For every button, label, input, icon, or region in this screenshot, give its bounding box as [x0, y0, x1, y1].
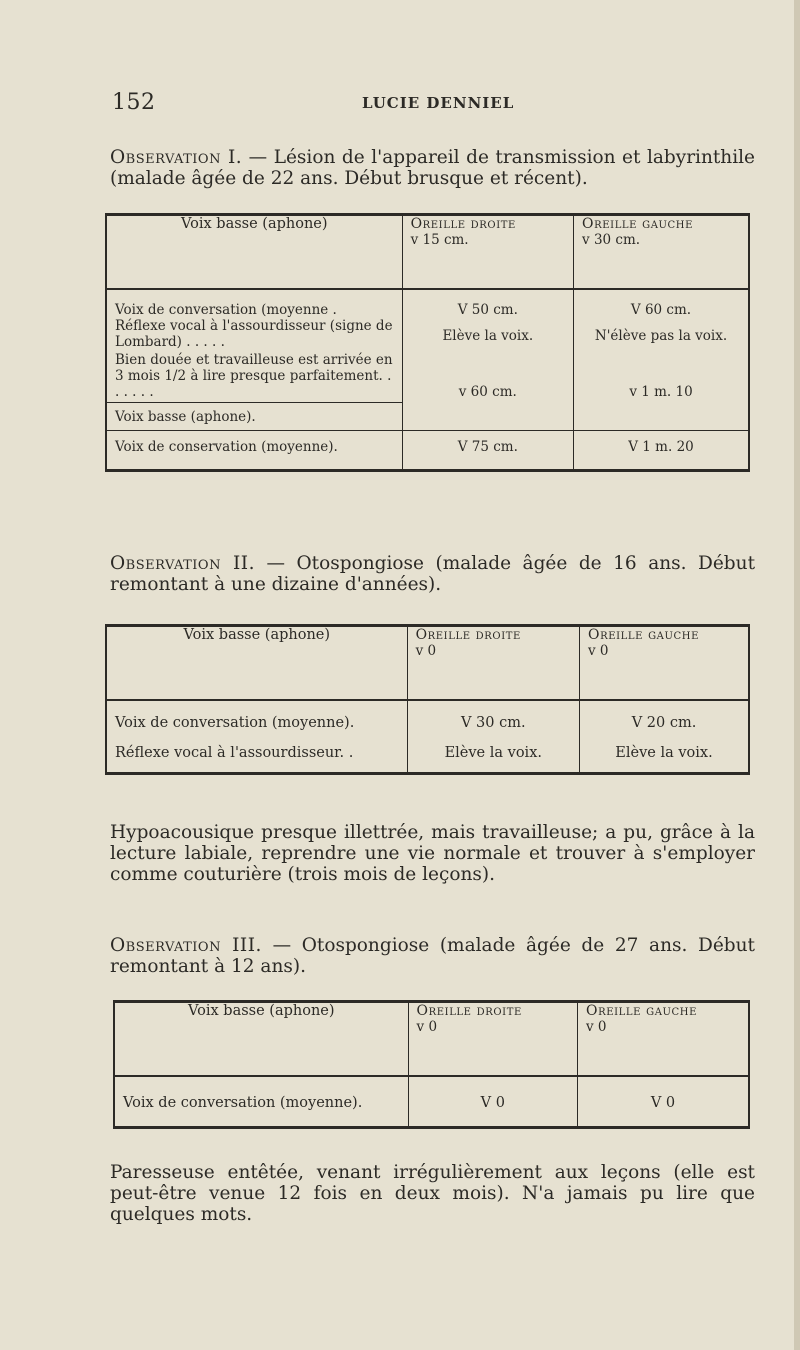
table-cell: v 60 cm. [402, 352, 573, 402]
observation-2-text: — Otospongiose (malade âgée de 16 ans. Début remontant à une dizaine d'années). [110, 553, 755, 595]
oreille-gauche-heading: Oreille gauche [588, 627, 699, 643]
table-1-head-left [574, 215, 749, 290]
observation-3-heading [110, 935, 755, 977]
oreille-gauche-value: v 0 [588, 643, 609, 659]
observation-1-heading [110, 147, 755, 189]
table-row-label: Voix de conservation (moyenne). [106, 430, 402, 470]
observation-3-label: Observation III. [110, 935, 262, 956]
table-row-label: Voix de conversation (moyenne . [115, 302, 337, 318]
running-header [112, 90, 752, 116]
table-cell: v 1 m. 10 [574, 352, 749, 402]
oreille-droite-heading: Oreille droite [416, 1003, 522, 1019]
observation-2-label: Observation II. [110, 553, 255, 574]
oreille-gauche-value: v 0 [586, 1019, 607, 1035]
running-title: LUCIE DENNIEL [362, 94, 515, 112]
table-2-head-label: Voix basse (aphone) [183, 627, 331, 643]
table-2-head-right [407, 626, 579, 701]
observation-2-table [105, 624, 750, 775]
table-cell: V 50 cm. [402, 290, 573, 318]
table-cell: V 75 cm. [402, 430, 573, 470]
observation-2-note: Hypoacousique presque illettrée, mais travailleuse; a pu, grâce à la lecture labiale, reprendre une vie normale et trouver à s'employer comme couturière (trois mois de leçons). [110, 822, 755, 885]
observation-1-text: — Lésion de l'appareil de transmission et labyrinthile (malade âgée de 22 ans. Début brusque et récent). [110, 147, 755, 189]
oreille-droite-value: v 15 cm. [410, 232, 469, 248]
table-cell: V 30 cm. [407, 701, 579, 737]
table-row-label: Voix basse (aphone). [106, 402, 402, 430]
table-cell: V 1 m. 20 [574, 430, 749, 470]
oreille-gauche-heading: Oreille gauche [586, 1003, 698, 1019]
table-cell: Elève la voix. [402, 318, 573, 352]
table-3-head-left [578, 1002, 749, 1077]
oreille-droite-heading: Oreille droite [415, 627, 521, 643]
table-cell: V 0 [578, 1077, 749, 1127]
table-cell [574, 402, 749, 430]
table-1-head-right [402, 215, 573, 290]
page-number: 152 [112, 90, 156, 115]
table-row-label: Bien douée et travailleuse est arrivée en 3 mois 1/2 à lire presque parfaitement. . . . . . . [115, 352, 393, 400]
observation-3-note: Paresseuse entêtée, venant irrégulièrement aux leçons (elle est peut-être venue 12 fois en deux mois). N'a jamais pu lire que quelques mots. [110, 1162, 755, 1225]
table-3-head-label: Voix basse (aphone) [188, 1003, 335, 1019]
oreille-droite-value: v 0 [416, 1019, 438, 1035]
table-cell: Elève la voix. [580, 737, 750, 773]
table-cell: N'élève pas la voix. [574, 318, 749, 352]
table-row-label: Réflexe vocal à l'assourdisseur. . [115, 745, 354, 761]
observation-2-heading [110, 553, 755, 595]
table-cell [402, 402, 573, 430]
observation-3-table [113, 1000, 750, 1129]
table-3-head-right [408, 1002, 577, 1077]
table-cell: Elève la voix. [407, 737, 579, 773]
table-row-label: Réflexe vocal à l'assourdisseur (signe de Lombard) . . . . . [115, 318, 393, 350]
table-row-label: Voix de conversation (moyenne). [115, 715, 355, 731]
observation-1-table [105, 213, 750, 472]
oreille-gauche-heading: Oreille gauche [582, 216, 694, 232]
table-cell: V 0 [408, 1077, 577, 1127]
table-1-head-label: Voix basse (aphone) [181, 216, 328, 232]
oreille-gauche-value: v 30 cm. [582, 232, 641, 248]
page-edge [794, 0, 800, 1350]
table-cell: V 60 cm. [574, 290, 749, 318]
table-row-label: Voix de conversation (moyenne). [123, 1095, 363, 1111]
observation-3-text: — Otospongiose (malade âgée de 27 ans. Début remontant à 12 ans). [110, 935, 755, 977]
oreille-droite-value: v 0 [415, 643, 437, 659]
observation-1-label: Observation I. [110, 147, 243, 168]
table-cell: V 20 cm. [580, 701, 750, 737]
oreille-droite-heading: Oreille droite [410, 216, 516, 232]
table-2-head-left [580, 626, 750, 701]
